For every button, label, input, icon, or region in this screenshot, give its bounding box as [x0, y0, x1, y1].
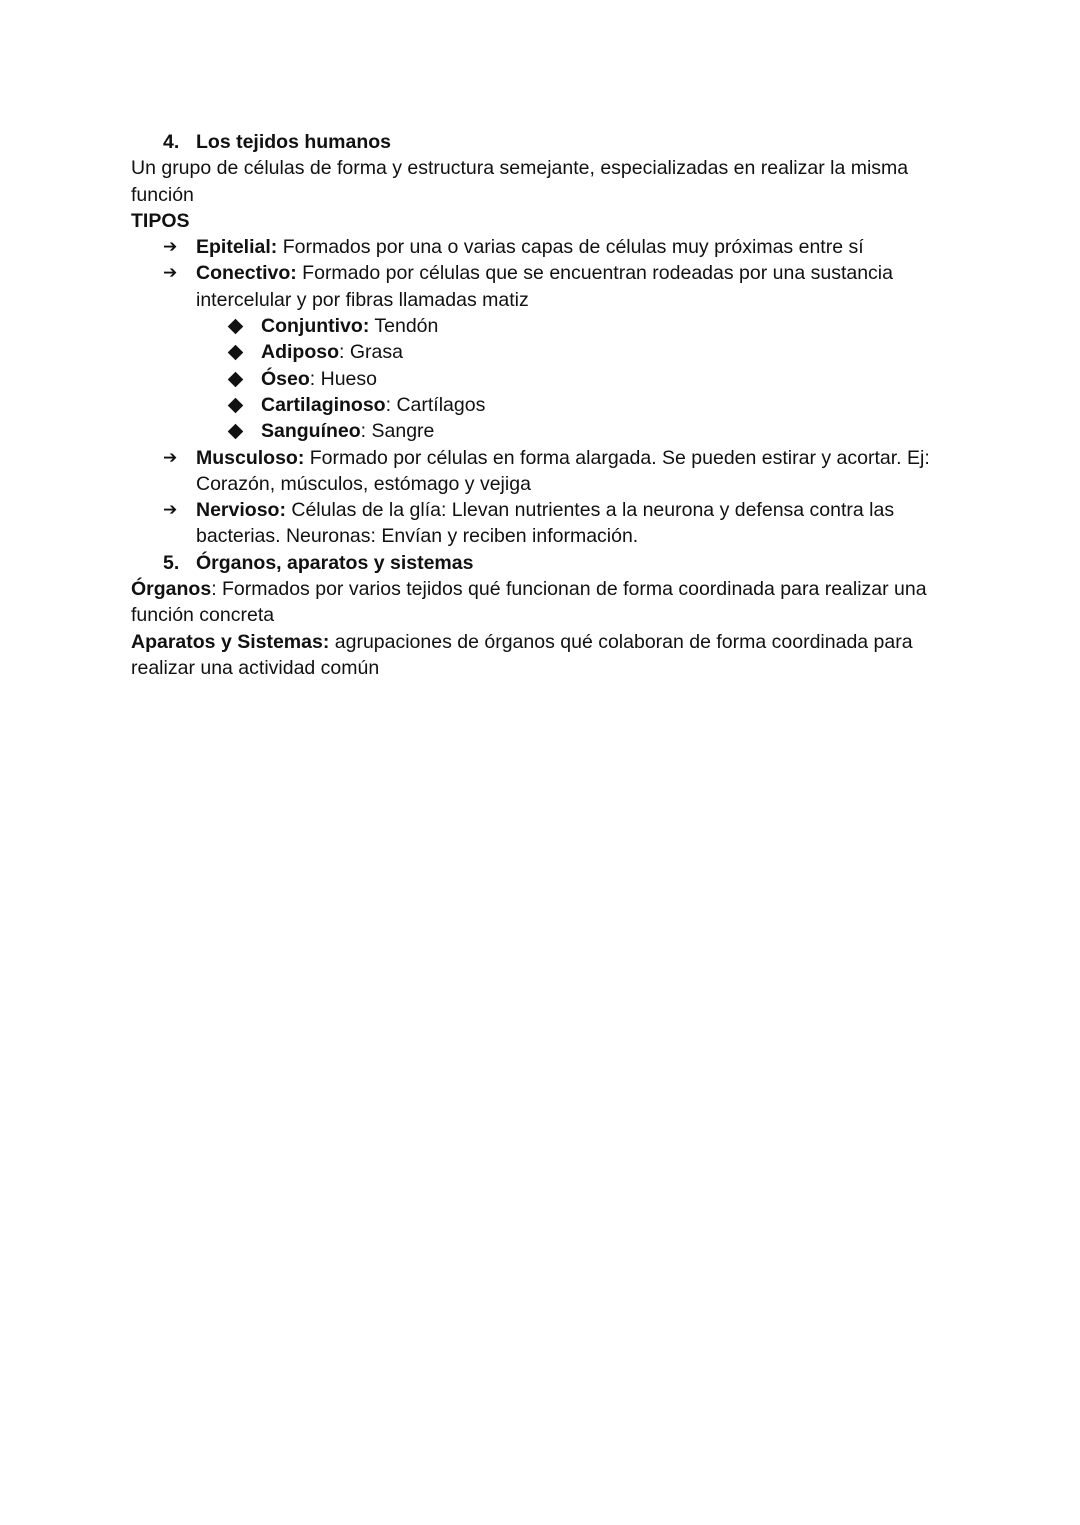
subtype-item: [131, 392, 961, 418]
arrow-bullet-icon: ➔: [163, 237, 178, 258]
type-description: Formados por una o varias capas de células muy próximas entre sí: [277, 236, 864, 259]
types-label: TIPOS: [131, 209, 190, 232]
definition-term: Aparatos y Sistemas:: [131, 630, 330, 653]
subtype-term: Conjuntivo:: [261, 315, 370, 338]
subtype-example: Tendón: [369, 315, 439, 338]
subtype-item: [131, 313, 961, 339]
section-4-title: Los tejidos humanos: [196, 131, 392, 153]
tissue-definition: Un grupo de células de forma y estructura semejante, especializadas en realizar la misma función: [131, 157, 909, 206]
definition-text: agrupaciones de órganos qué colaboran de forma coordinada para realizar una actividad común: [131, 630, 913, 679]
subtype-item: [131, 366, 961, 392]
arrow-bullet-icon: ➔: [163, 263, 178, 284]
subtype-term: Adiposo: [261, 341, 339, 364]
diamond-bullet-icon: [228, 319, 244, 335]
type-description: Formado por células en forma alargada. Se pueden estirar y acortar. Ej: Corazón, músculos, estómago y vejiga: [196, 446, 930, 495]
type-description: Células de la glía: Llevan nutrientes a la neurona y defensa contra las bacterias. Neuronas: Envían y reciben información.: [196, 499, 895, 548]
type-musculoso: [131, 445, 961, 498]
section-4-heading: [131, 129, 961, 155]
section-4-number: 4.: [163, 131, 180, 153]
subtype-example: : Grasa: [339, 341, 403, 364]
subtype-item: [131, 418, 961, 444]
subtype-item: [131, 339, 961, 365]
section-5-title: Órganos, aparatos y sistemas: [196, 551, 474, 574]
document-content: [131, 129, 961, 681]
diamond-bullet-icon: [228, 424, 244, 440]
type-term: Conectivo:: [196, 262, 297, 285]
subtype-example: : Sangre: [360, 420, 435, 443]
arrow-bullet-icon: ➔: [163, 447, 178, 468]
type-term: Epitelial:: [196, 236, 278, 259]
subtype-term: Cartilaginoso: [261, 393, 386, 416]
definition-term: Órganos: [131, 578, 212, 601]
subtype-term: Óseo: [261, 367, 310, 390]
type-term: Musculoso:: [196, 446, 305, 469]
subtype-example: : Hueso: [309, 367, 377, 390]
arrow-bullet-icon: ➔: [163, 500, 178, 521]
definition-text: : Formados por varios tejidos qué funcionan de forma coordinada para realizar una función concreta: [131, 578, 927, 627]
section-5-number: 5.: [163, 551, 180, 574]
diamond-bullet-icon: [228, 345, 244, 361]
aparatos-definition: [131, 629, 961, 682]
type-epitelial: [131, 234, 961, 260]
section-5-heading: [131, 550, 961, 576]
subtype-example: : Cartílagos: [385, 393, 486, 416]
type-term: Nervioso:: [196, 499, 286, 522]
type-conectivo: [131, 260, 961, 313]
subtype-term: Sanguíneo: [261, 420, 361, 443]
organos-definition: [131, 576, 961, 629]
diamond-bullet-icon: [228, 398, 244, 414]
type-description: Formado por células que se encuentran rodeadas por una sustancia intercelular y por fibras llamadas matiz: [196, 262, 893, 311]
diamond-bullet-icon: [228, 371, 244, 387]
type-nervioso: [131, 497, 961, 550]
